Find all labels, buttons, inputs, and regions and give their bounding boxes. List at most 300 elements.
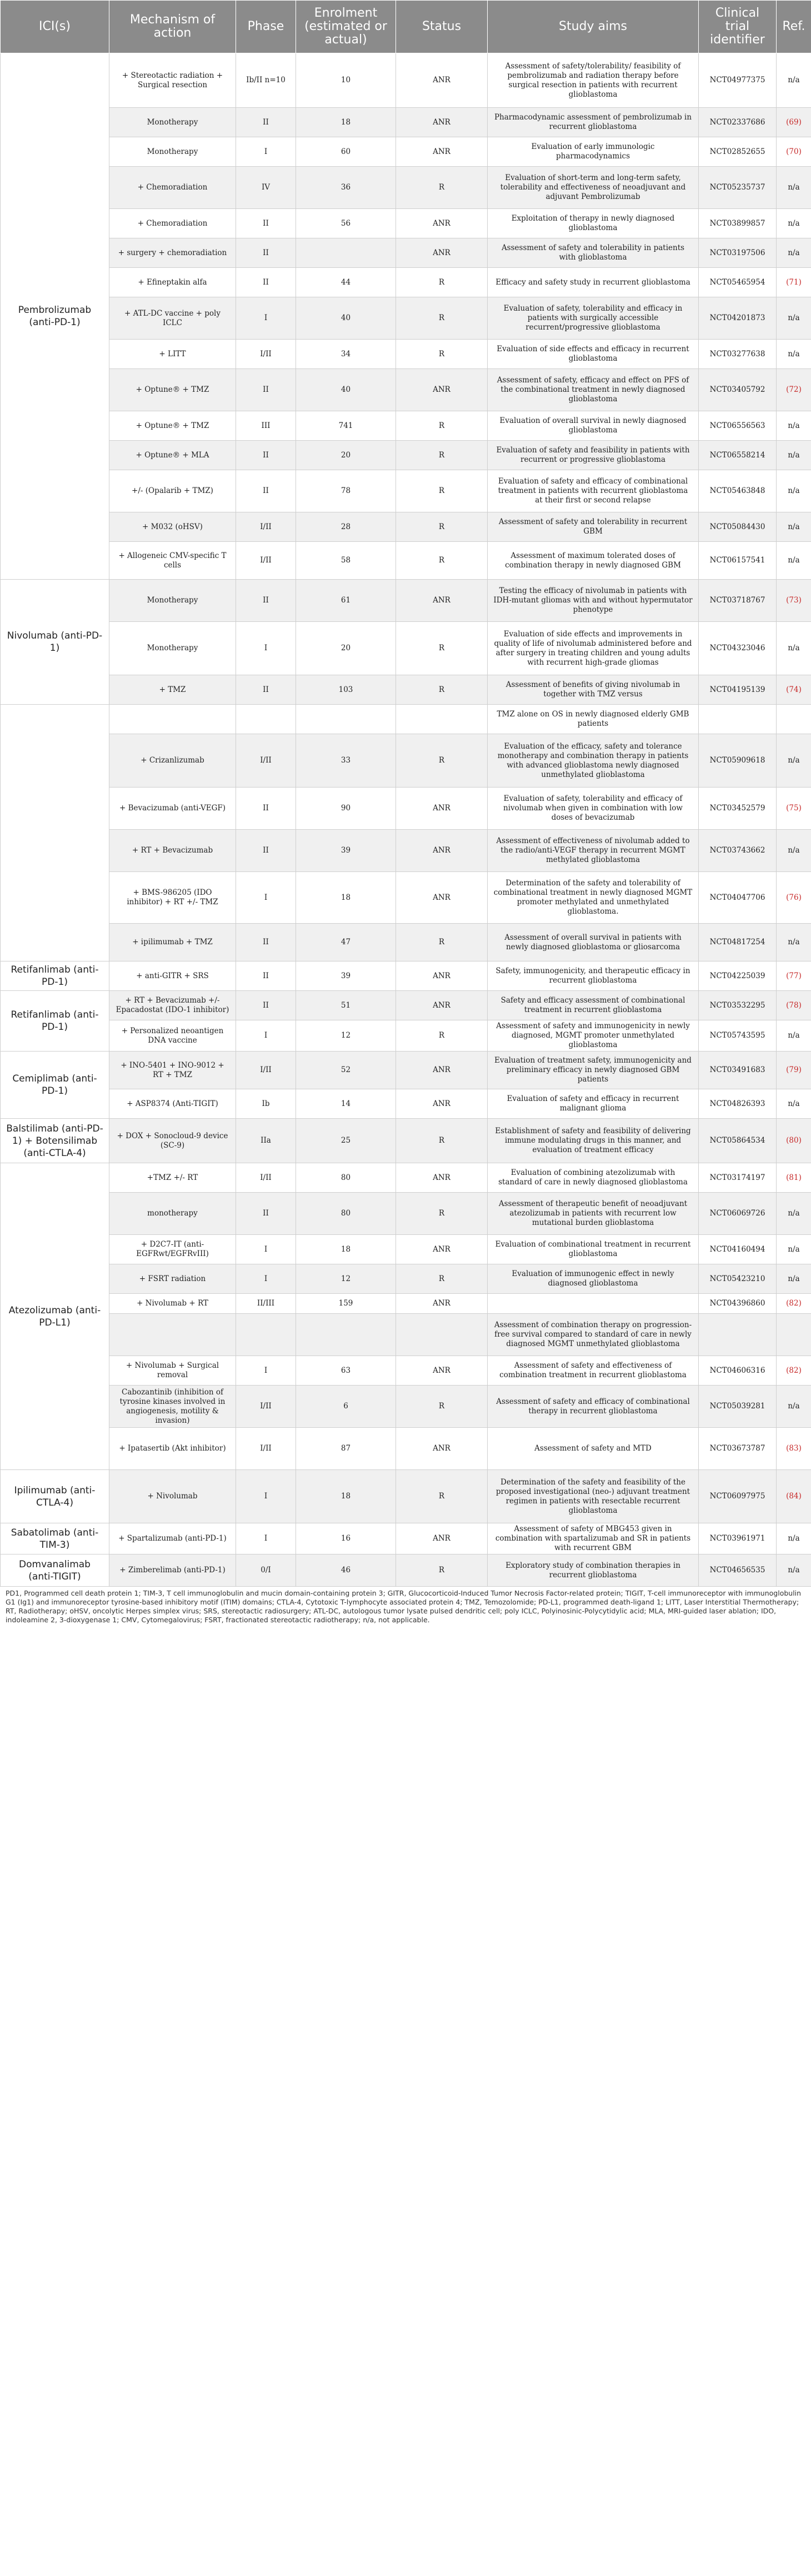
ref-cell: n/a xyxy=(777,542,811,580)
header-ref: Ref. xyxy=(777,1,811,53)
ref-cell: (78) xyxy=(777,991,811,1020)
status-cell: R xyxy=(396,1470,488,1523)
study-aims-cell: Exploitation of therapy in newly diagnosed glioblastoma xyxy=(488,209,699,238)
ref-cell: n/a xyxy=(777,830,811,872)
mechanism-cell: + Spartalizumab (anti-PD-1) xyxy=(109,1523,236,1554)
enrolment-cell: 103 xyxy=(296,675,396,705)
status-cell: ANR xyxy=(396,1089,488,1119)
phase-cell: I xyxy=(236,1356,296,1386)
status-cell: ANR xyxy=(396,830,488,872)
table-row xyxy=(1,991,811,1020)
enrolment-cell: 90 xyxy=(296,788,396,830)
enrolment-cell: 16 xyxy=(296,1523,396,1554)
study-aims-cell: Evaluation of safety, tolerability and efficacy in patients with surgically accessible recurrent/progressive glioblastoma xyxy=(488,297,699,340)
ref-cell: (81) xyxy=(777,1163,811,1193)
mechanism-cell: + ASP8374 (Anti-TIGIT) xyxy=(109,1089,236,1119)
phase-cell: II xyxy=(236,441,296,470)
phase-cell: IV xyxy=(236,167,296,209)
ref-cell: n/a xyxy=(777,238,811,268)
study-aims-cell: Assessment of safety and tolerability in recurrent GBM xyxy=(488,512,699,542)
phase-cell: II xyxy=(236,1193,296,1235)
ref-cell: n/a xyxy=(777,209,811,238)
study-aims-cell: Determination of the safety and tolerability of combinational treatment in newly diagnosed MGMT promoter methylated and unmethylated glioblastoma. xyxy=(488,872,699,924)
study-aims-cell: Evaluation of combining atezolizumab with standard of care in newly diagnosed glioblastoma xyxy=(488,1163,699,1193)
study-aims-cell: Evaluation of the efficacy, safety and tolerance monotherapy and combination therapy in patients with advanced glioblastoma newly diagnosed unmethylated glioblastoma xyxy=(488,734,699,788)
trial-id-cell: NCT05465954 xyxy=(699,268,777,297)
ref-cell: (77) xyxy=(777,961,811,991)
table-row xyxy=(1,209,811,238)
table-row xyxy=(1,1428,811,1470)
ici-cell xyxy=(1,705,109,961)
status-cell: ANR xyxy=(396,580,488,622)
ici-cell: Balstilimab (anti-PD-1) + Botensilimab (anti-CTLA-4) xyxy=(1,1119,109,1163)
study-aims-cell: Evaluation of safety and efficacy in recurrent malignant glioma xyxy=(488,1089,699,1119)
table-row xyxy=(1,788,811,830)
header-mechanism: Mechanism of action xyxy=(109,1,236,53)
table-row xyxy=(1,108,811,137)
mechanism-cell: + INO-5401 + INO-9012 + RT + TMZ xyxy=(109,1052,236,1089)
ref-cell: n/a xyxy=(777,340,811,369)
enrolment-cell: 61 xyxy=(296,580,396,622)
table-row xyxy=(1,872,811,924)
status-cell: R xyxy=(396,622,488,675)
study-aims-cell: Assessment of combination therapy on progression-free survival compared to standard of care in newly diagnosed MGMT unmethylated glioblastoma xyxy=(488,1314,699,1356)
study-aims-cell: Assessment of therapeutic benefit of neoadjuvant atezolizumab in patients with recurrent low mutational burden glioblastoma xyxy=(488,1193,699,1235)
mechanism-cell: + Nivolumab + Surgical removal xyxy=(109,1356,236,1386)
table-row xyxy=(1,470,811,512)
mechanism-cell: Monotherapy xyxy=(109,137,236,167)
trial-id-cell: NCT03174197 xyxy=(699,1163,777,1193)
ref-cell: n/a xyxy=(777,1523,811,1554)
ref-cell: (82) xyxy=(777,1294,811,1314)
mechanism-cell: + Efineptakin alfa xyxy=(109,268,236,297)
phase-cell: I xyxy=(236,872,296,924)
phase-cell: I/II xyxy=(236,1163,296,1193)
table-row xyxy=(1,1193,811,1235)
table-row xyxy=(1,1264,811,1294)
phase-cell: I xyxy=(236,1470,296,1523)
phase-cell: II xyxy=(236,580,296,622)
ref-cell: n/a xyxy=(777,924,811,961)
ref-cell: n/a xyxy=(777,167,811,209)
status-cell: ANR xyxy=(396,238,488,268)
table-footnote: PD1, Programmed cell death protein 1; TIM-3, T cell immunoglobulin and mucin domain-containing protein 3; GITR, Glucocorticoid-Induced Tumor Necrosis Factor-related protein; TIGIT, T-cell immunoreceptor with immunoglobulin G1 (Ig1) and immunoreceptor tyrosine-based inhibitory motif (ITIM) domains; CTLA-4, Cytotoxic T-lymphocyte associated protein 4; TMZ, Temozolomide; PD-L1, programmed death-ligand 1; LITT, Laser Interstitial Thermotherapy; RT, Radiotherapy; oHSV, oncolytic Herpes simplex virus; SRS, stereotactic radiosurgery; ATL-DC, autologous tumor lysate pulsed dendritic cell; poly ICLC, Polyinosinic-Polycytidylic acid; MLA, MRI-guided laser ablation; IDO, indoleamine 2, 3-dioxygenase 1; CMV, Cytomegalovirus; FSRT, fractionated stereotactic radiotherapy; n/a, not applicable. xyxy=(6,1589,802,1624)
phase-cell: IIa xyxy=(236,1119,296,1163)
trial-id-cell: NCT06157541 xyxy=(699,542,777,580)
status-cell: ANR xyxy=(396,1523,488,1554)
study-aims-cell: Evaluation of side effects and improvements in quality of life of nivolumab administered before and after surgery in treating children and young adults with recurrent high-grade gliomas xyxy=(488,622,699,675)
table-row xyxy=(1,1294,811,1314)
study-aims-cell: Determination of the safety and feasibility of the proposed investigational (neo-) adjuvant treatment regimen in patients with resectable recurrent glioblastoma xyxy=(488,1470,699,1523)
status-cell xyxy=(396,705,488,734)
status-cell: ANR xyxy=(396,1163,488,1193)
trial-id-cell: NCT03277638 xyxy=(699,340,777,369)
enrolment-cell: 78 xyxy=(296,470,396,512)
study-aims-cell: Assessment of safety of MBG453 given in combination with spartalizumab and SR in patients with recurrent GBM xyxy=(488,1523,699,1554)
status-cell: ANR xyxy=(396,1294,488,1314)
mechanism-cell xyxy=(109,1314,236,1356)
status-cell: ANR xyxy=(396,788,488,830)
table-row xyxy=(1,1089,811,1119)
status-cell: R xyxy=(396,441,488,470)
mechanism-cell: monotherapy xyxy=(109,1193,236,1235)
trial-id-cell: NCT05039281 xyxy=(699,1386,777,1428)
trial-id-cell: NCT03197506 xyxy=(699,238,777,268)
ref-cell: n/a xyxy=(777,411,811,441)
ici-cell: Pembrolizumab (anti-PD-1) xyxy=(1,53,109,580)
table-row xyxy=(1,1235,811,1264)
phase-cell: I xyxy=(236,1264,296,1294)
trial-id-cell: NCT06556563 xyxy=(699,411,777,441)
trial-id-cell: NCT03532295 xyxy=(699,991,777,1020)
enrolment-cell: 46 xyxy=(296,1554,396,1587)
phase-cell: II xyxy=(236,961,296,991)
status-cell: R xyxy=(396,924,488,961)
header-enrolment: Enrolment (estimated or actual) xyxy=(296,1,396,53)
ici-cell: Ipilimumab (anti-CTLA-4) xyxy=(1,1470,109,1523)
trial-id-cell: NCT05463848 xyxy=(699,470,777,512)
phase-cell: I xyxy=(236,297,296,340)
enrolment-cell: 34 xyxy=(296,340,396,369)
mechanism-cell: + Crizanlizumab xyxy=(109,734,236,788)
status-cell: ANR xyxy=(396,961,488,991)
mechanism-cell: + Chemoradiation xyxy=(109,167,236,209)
study-aims-cell: Safety and efficacy assessment of combinational treatment in recurrent glioblastoma xyxy=(488,991,699,1020)
enrolment-cell: 25 xyxy=(296,1119,396,1163)
status-cell: R xyxy=(396,1020,488,1052)
header-trial-id: Clinical trial identifier xyxy=(699,1,777,53)
study-aims-cell: Evaluation of safety, tolerability and efficacy of nivolumab when given in combination with low doses of bevacizumab xyxy=(488,788,699,830)
phase-cell: II xyxy=(236,788,296,830)
trial-id-cell: NCT06069726 xyxy=(699,1193,777,1235)
phase-cell: I xyxy=(236,1020,296,1052)
enrolment-cell: 12 xyxy=(296,1264,396,1294)
status-cell: ANR xyxy=(396,872,488,924)
status-cell: R xyxy=(396,340,488,369)
study-aims-cell: Establishment of safety and feasibility of delivering immune modulating drugs in this manner, and evaluation of treatment efficacy xyxy=(488,1119,699,1163)
mechanism-cell: + FSRT radiation xyxy=(109,1264,236,1294)
table-row xyxy=(1,1523,811,1554)
ref-cell: (80) xyxy=(777,1119,811,1163)
ref-cell: (76) xyxy=(777,872,811,924)
phase-cell: III xyxy=(236,411,296,441)
enrolment-cell: 40 xyxy=(296,369,396,411)
enrolment-cell: 10 xyxy=(296,53,396,108)
mechanism-cell: + Optune® + MLA xyxy=(109,441,236,470)
phase-cell: I/II xyxy=(236,542,296,580)
study-aims-cell: Assessment of maximum tolerated doses of combination therapy in newly diagnosed GBM xyxy=(488,542,699,580)
status-cell: ANR xyxy=(396,1052,488,1089)
enrolment-cell: 12 xyxy=(296,1020,396,1052)
ref-cell: n/a xyxy=(777,1235,811,1264)
header-status: Status xyxy=(396,1,488,53)
phase-cell: 0/I xyxy=(236,1554,296,1587)
ref-cell: (79) xyxy=(777,1052,811,1089)
ici-cell: Atezolizumab (anti-PD-L1) xyxy=(1,1163,109,1470)
mechanism-cell: +/- (Opalarib + TMZ) xyxy=(109,470,236,512)
ref-cell: (84) xyxy=(777,1470,811,1523)
trial-id-cell: NCT04977375 xyxy=(699,53,777,108)
ref-cell: (70) xyxy=(777,137,811,167)
trial-id-cell: NCT02337686 xyxy=(699,108,777,137)
table-row xyxy=(1,411,811,441)
table-row xyxy=(1,1470,811,1523)
ici-cell: Sabatolimab (anti-TIM-3) xyxy=(1,1523,109,1554)
enrolment-cell: 18 xyxy=(296,872,396,924)
enrolment-cell: 56 xyxy=(296,209,396,238)
table-row xyxy=(1,1163,811,1193)
mechanism-cell: + LITT xyxy=(109,340,236,369)
ref-cell xyxy=(777,705,811,734)
study-aims-cell: Testing the efficacy of nivolumab in patients with IDH-mutant gliomas with and without hypermutator phenotype xyxy=(488,580,699,622)
mechanism-cell: + Bevacizumab (anti-VEGF) xyxy=(109,788,236,830)
ref-cell: n/a xyxy=(777,1386,811,1428)
ref-cell: n/a xyxy=(777,1089,811,1119)
trial-id-cell xyxy=(699,1314,777,1356)
phase-cell: II xyxy=(236,830,296,872)
trial-id-cell: NCT04396860 xyxy=(699,1294,777,1314)
mechanism-cell: + ATL-DC vaccine + poly ICLC xyxy=(109,297,236,340)
study-aims-cell: Assessment of safety and immunogenicity in newly diagnosed, MGMT promoter unmethylated glioblastoma xyxy=(488,1020,699,1052)
enrolment-cell: 20 xyxy=(296,441,396,470)
enrolment-cell: 6 xyxy=(296,1386,396,1428)
header-study-aims: Study aims xyxy=(488,1,699,53)
mechanism-cell: + DOX + Sonocloud-9 device (SC-9) xyxy=(109,1119,236,1163)
mechanism-cell: + Nivolumab xyxy=(109,1470,236,1523)
mechanism-cell: + Optune® + TMZ xyxy=(109,369,236,411)
enrolment-cell: 40 xyxy=(296,297,396,340)
phase-cell: I/II xyxy=(236,734,296,788)
enrolment-cell: 60 xyxy=(296,137,396,167)
study-aims-cell: Evaluation of immunogenic effect in newly diagnosed glioblastoma xyxy=(488,1264,699,1294)
ref-cell: n/a xyxy=(777,622,811,675)
ici-cell: Nivolumab (anti-PD-1) xyxy=(1,580,109,705)
enrolment-cell: 80 xyxy=(296,1163,396,1193)
phase-cell xyxy=(236,705,296,734)
phase-cell: II/III xyxy=(236,1294,296,1314)
trial-id-cell: NCT04201873 xyxy=(699,297,777,340)
trial-id-cell: NCT03718767 xyxy=(699,580,777,622)
mechanism-cell: + TMZ xyxy=(109,675,236,705)
table-row xyxy=(1,580,811,622)
enrolment-cell: 14 xyxy=(296,1089,396,1119)
phase-cell: I xyxy=(236,137,296,167)
trial-id-cell: NCT04195139 xyxy=(699,675,777,705)
status-cell: R xyxy=(396,297,488,340)
table-row xyxy=(1,297,811,340)
status-cell: R xyxy=(396,1386,488,1428)
ref-cell: n/a xyxy=(777,1554,811,1587)
ref-cell: (69) xyxy=(777,108,811,137)
status-cell: ANR xyxy=(396,209,488,238)
mechanism-cell: + M032 (oHSV) xyxy=(109,512,236,542)
phase-cell: II xyxy=(236,924,296,961)
table-row xyxy=(1,675,811,705)
table-row xyxy=(1,705,811,734)
study-aims-cell: Assessment of overall survival in patients with newly diagnosed glioblastoma or gliosarcoma xyxy=(488,924,699,961)
phase-cell: I xyxy=(236,622,296,675)
phase-cell: I/II xyxy=(236,1052,296,1089)
status-cell: R xyxy=(396,512,488,542)
mechanism-cell: + Stereotactic radiation + Surgical resection xyxy=(109,53,236,108)
ref-cell: (83) xyxy=(777,1428,811,1470)
table-row xyxy=(1,924,811,961)
trial-id-cell: NCT05084430 xyxy=(699,512,777,542)
study-aims-cell: Evaluation of combinational treatment in recurrent glioblastoma xyxy=(488,1235,699,1264)
mechanism-cell: + Ipatasertib (Akt inhibitor) xyxy=(109,1428,236,1470)
ici-cell: Domvanalimab (anti-TIGIT) xyxy=(1,1554,109,1587)
enrolment-cell: 18 xyxy=(296,1235,396,1264)
status-cell: R xyxy=(396,1193,488,1235)
study-aims-cell: Assessment of safety and effectiveness of combination treatment in recurrent glioblastoma xyxy=(488,1356,699,1386)
study-aims-cell: Pharmacodynamic assessment of pembrolizumab in recurrent glioblastoma xyxy=(488,108,699,137)
table-row xyxy=(1,340,811,369)
table-row xyxy=(1,734,811,788)
table-row xyxy=(1,622,811,675)
trial-id-cell: NCT05864534 xyxy=(699,1119,777,1163)
header-row xyxy=(1,1,811,53)
table-row xyxy=(1,53,811,108)
header-ici: ICI(s) xyxy=(1,1,109,53)
table-row xyxy=(1,830,811,872)
enrolment-cell: 80 xyxy=(296,1193,396,1235)
ref-cell: n/a xyxy=(777,512,811,542)
table-row xyxy=(1,268,811,297)
trial-id-cell xyxy=(699,705,777,734)
mechanism-cell: + surgery + chemoradiation xyxy=(109,238,236,268)
mechanism-cell: + ipilimumab + TMZ xyxy=(109,924,236,961)
table-row xyxy=(1,961,811,991)
phase-cell: II xyxy=(236,369,296,411)
study-aims-cell: Assessment of benefits of giving nivolumab in together with TMZ versus xyxy=(488,675,699,705)
status-cell: ANR xyxy=(396,108,488,137)
enrolment-cell xyxy=(296,705,396,734)
trial-id-cell: NCT04656535 xyxy=(699,1554,777,1587)
trial-id-cell: NCT03743662 xyxy=(699,830,777,872)
phase-cell: II xyxy=(236,991,296,1020)
phase-cell: I/II xyxy=(236,1386,296,1428)
status-cell: R xyxy=(396,1554,488,1587)
phase-cell: II xyxy=(236,209,296,238)
study-aims-cell: Assessment of safety and tolerability in patients with glioblastoma xyxy=(488,238,699,268)
ici-cell: Cemiplimab (anti-PD-1) xyxy=(1,1052,109,1119)
ref-cell: n/a xyxy=(777,470,811,512)
mechanism-cell: + Chemoradiation xyxy=(109,209,236,238)
ref-cell: (74) xyxy=(777,675,811,705)
status-cell: R xyxy=(396,411,488,441)
ref-cell: n/a xyxy=(777,441,811,470)
ref-cell: (72) xyxy=(777,369,811,411)
status-cell: R xyxy=(396,1264,488,1294)
phase-cell: Ib/II n=10 xyxy=(236,53,296,108)
table-row xyxy=(1,167,811,209)
enrolment-cell: 36 xyxy=(296,167,396,209)
table-row xyxy=(1,137,811,167)
enrolment-cell: 58 xyxy=(296,542,396,580)
phase-cell xyxy=(236,1314,296,1356)
enrolment-cell: 44 xyxy=(296,268,396,297)
study-aims-cell: Evaluation of treatment safety, immunogenicity and preliminary efficacy in newly diagnosed GBM patients xyxy=(488,1052,699,1089)
trial-id-cell: NCT03405792 xyxy=(699,369,777,411)
study-aims-cell: Evaluation of side effects and efficacy in recurrent glioblastoma xyxy=(488,340,699,369)
ref-cell: (75) xyxy=(777,788,811,830)
enrolment-cell: 28 xyxy=(296,512,396,542)
trial-id-cell: NCT04160494 xyxy=(699,1235,777,1264)
table-row xyxy=(1,1052,811,1089)
trial-id-cell: NCT04047706 xyxy=(699,872,777,924)
study-aims-cell: TMZ alone on OS in newly diagnosed elderly GMB patients xyxy=(488,705,699,734)
phase-cell: Ib xyxy=(236,1089,296,1119)
trial-id-cell: NCT03899857 xyxy=(699,209,777,238)
trial-id-cell: NCT04225039 xyxy=(699,961,777,991)
table-row xyxy=(1,1554,811,1587)
enrolment-cell: 18 xyxy=(296,108,396,137)
mechanism-cell: + Personalized neoantigen DNA vaccine xyxy=(109,1020,236,1052)
phase-cell: II xyxy=(236,470,296,512)
ref-cell: n/a xyxy=(777,1193,811,1235)
ref-cell: n/a xyxy=(777,1020,811,1052)
table-row xyxy=(1,1119,811,1163)
study-aims-cell: Evaluation of short-term and long-term safety, tolerability and effectiveness of neoadjuvant and adjuvant Pembrolizumab xyxy=(488,167,699,209)
status-cell: ANR xyxy=(396,137,488,167)
trial-id-cell: NCT06558214 xyxy=(699,441,777,470)
mechanism-cell: + D2C7-IT (anti-EGFRwt/EGFRvIII) xyxy=(109,1235,236,1264)
study-aims-cell: Safety, immunogenicity, and therapeutic efficacy in recurrent glioblastoma xyxy=(488,961,699,991)
mechanism-cell: + RT + Bevacizumab xyxy=(109,830,236,872)
trial-id-cell: NCT04323046 xyxy=(699,622,777,675)
ref-cell: n/a xyxy=(777,53,811,108)
phase-cell: I/II xyxy=(236,340,296,369)
trial-id-cell: NCT03961971 xyxy=(699,1523,777,1554)
trial-id-cell: NCT04606316 xyxy=(699,1356,777,1386)
mechanism-cell: +TMZ +/- RT xyxy=(109,1163,236,1193)
enrolment-cell xyxy=(296,238,396,268)
table-row xyxy=(1,512,811,542)
enrolment-cell: 20 xyxy=(296,622,396,675)
status-cell: ANR xyxy=(396,1356,488,1386)
enrolment-cell: 47 xyxy=(296,924,396,961)
status-cell xyxy=(396,1314,488,1356)
phase-cell: II xyxy=(236,238,296,268)
status-cell: ANR xyxy=(396,1428,488,1470)
ref-cell: (71) xyxy=(777,268,811,297)
status-cell: R xyxy=(396,542,488,580)
table-row xyxy=(1,542,811,580)
table-row xyxy=(1,1314,811,1356)
header-phase: Phase xyxy=(236,1,296,53)
table-row xyxy=(1,1386,811,1428)
phase-cell: II xyxy=(236,675,296,705)
status-cell: ANR xyxy=(396,1235,488,1264)
ici-cell: Retifanlimab (anti-PD-1) xyxy=(1,991,109,1052)
mechanism-cell: + BMS-986205 (IDO inhibitor) + RT +/- TMZ xyxy=(109,872,236,924)
status-cell: R xyxy=(396,675,488,705)
enrolment-cell: 33 xyxy=(296,734,396,788)
phase-cell: I xyxy=(236,1523,296,1554)
status-cell: R xyxy=(396,1119,488,1163)
ref-cell: n/a xyxy=(777,734,811,788)
enrolment-cell: 39 xyxy=(296,830,396,872)
study-aims-cell: Evaluation of overall survival in newly diagnosed glioblastoma xyxy=(488,411,699,441)
mechanism-cell: + anti-GITR + SRS xyxy=(109,961,236,991)
trial-id-cell: NCT05909618 xyxy=(699,734,777,788)
trial-id-cell: NCT03452579 xyxy=(699,788,777,830)
mechanism-cell: + Nivolumab + RT xyxy=(109,1294,236,1314)
table-row xyxy=(1,238,811,268)
status-cell: ANR xyxy=(396,369,488,411)
study-aims-cell: Exploratory study of combination therapies in recurrent glioblastoma xyxy=(488,1554,699,1587)
table-row xyxy=(1,1020,811,1052)
